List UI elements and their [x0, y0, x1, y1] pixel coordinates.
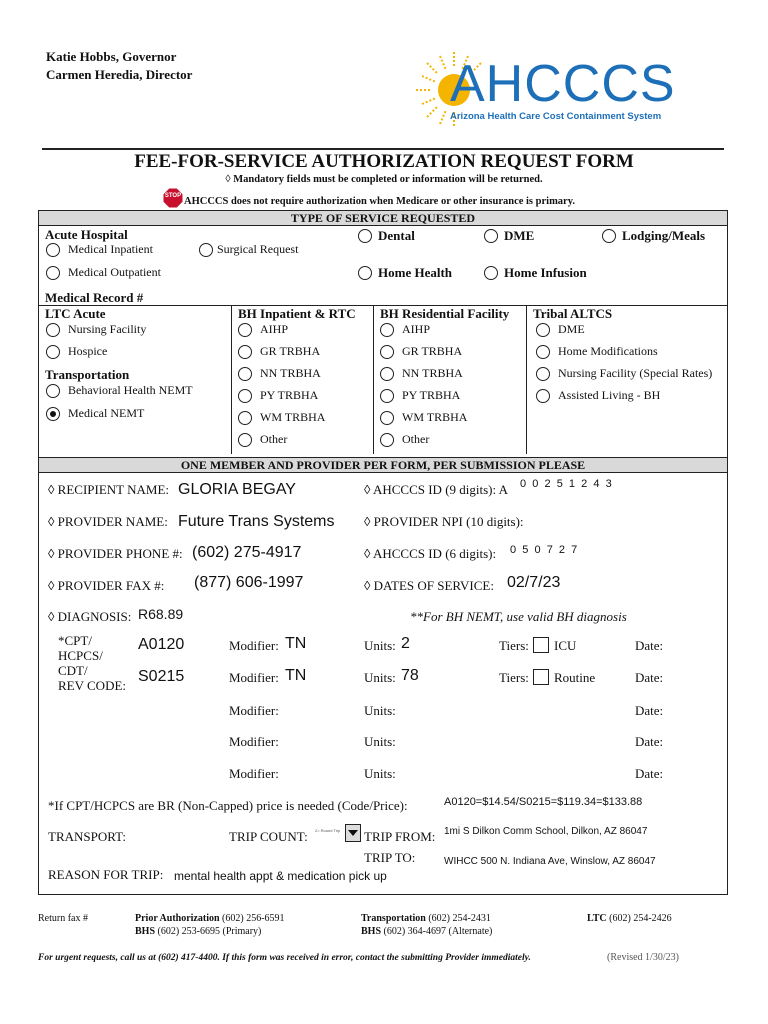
ahcccs-id6-label: ◊ AHCCCS ID (6 digits): [364, 546, 497, 561]
bhs-alt-phone: (602) 364-4697 (Alternate) [383, 926, 493, 937]
dates-of-service-label: ◊ DATES OF SERVICE: [364, 578, 494, 593]
tier-checkbox[interactable] [533, 669, 549, 685]
modifier-label: Modifier: [229, 766, 279, 781]
modifier-label: Modifier: [229, 670, 279, 685]
radio-icon[interactable] [536, 367, 550, 381]
trip-from-value[interactable]: 1mi S Dilkon Comm School, Dilkon, AZ 86047 [444, 826, 648, 837]
trip-count-value: 2= Round Trip [315, 828, 341, 833]
medical-outpatient-option[interactable] [46, 265, 161, 280]
option-label: Dental [378, 228, 415, 243]
provider-npi-label: ◊ PROVIDER NPI (10 digits): [364, 514, 524, 529]
recipient-name-value[interactable]: GLORIA BEGAY [178, 481, 296, 498]
option-label: AIHP [260, 322, 289, 336]
provider-name-label: ◊ PROVIDER NAME: [48, 514, 168, 529]
tier-label: ICU [554, 638, 577, 653]
bh-residential-option-aihp[interactable] [380, 322, 430, 337]
bh-inpatient-option-wm-trbha[interactable] [238, 410, 325, 425]
radio-icon[interactable] [484, 266, 498, 280]
tribal-option-nursing-facility-special-rates[interactable] [536, 366, 712, 381]
date-label: Date: [635, 734, 664, 749]
option-label: Lodging/Meals [622, 228, 706, 243]
option-label: Medical Outpatient [68, 265, 161, 279]
date-label: Date: [635, 766, 664, 781]
option-label: DME [558, 322, 585, 336]
stop-sign-label: STOP [164, 193, 182, 199]
prior-auth-phone: (602) 256-6591 [222, 913, 285, 924]
option-label: NN TRBHA [402, 366, 463, 380]
logo-wordmark: AHCCCS [450, 55, 676, 113]
bh-nemt-option[interactable] [46, 383, 193, 398]
dme-option[interactable] [484, 228, 534, 244]
radio-icon[interactable] [46, 266, 60, 280]
radio-icon[interactable] [46, 384, 60, 398]
tier-label: Routine [554, 670, 596, 685]
bh-residential-option-nn-trbha[interactable] [380, 366, 463, 381]
option-label: Surgical Request [217, 242, 299, 256]
units-value[interactable]: 2 [401, 635, 410, 652]
diagnosis-value[interactable]: R68.89 [138, 606, 184, 622]
bh-inpatient-option-gr-trbha[interactable] [238, 344, 320, 359]
date-label: Date: [635, 638, 664, 653]
radio-icon[interactable] [238, 323, 252, 337]
option-label: PY TRBHA [402, 388, 461, 402]
option-label: Hospice [68, 344, 108, 358]
trip-to-value[interactable]: WIHCC 500 N. Indiana Ave, Winslow, AZ 86047 [444, 856, 656, 867]
cdt-label: CDT/ [58, 663, 88, 678]
radio-icon[interactable] [380, 433, 394, 447]
tiers-label: Tiers: [499, 670, 529, 685]
units-label: Units: [364, 766, 396, 781]
tribal-option-dme[interactable] [536, 322, 585, 337]
option-label: WM TRBHA [402, 410, 468, 424]
radio-icon[interactable] [358, 229, 372, 243]
br-value[interactable]: A0120=$14.54/S0215=$119.34=$133.88 [444, 796, 643, 808]
rev-code-label: REV CODE: [58, 678, 127, 693]
stop-sign-icon [162, 187, 184, 209]
mandatory-note: ◊ Mandatory fields must be completed or information will be returned. [225, 174, 543, 185]
transportation-phone: (602) 254-2431 [428, 913, 491, 924]
ahcccs-id9-label: ◊ AHCCCS ID (9 digits): A [364, 482, 509, 497]
trip-count-label: TRIP COUNT: [229, 829, 308, 844]
br-label: *If CPT/HCPCS are BR (Non-Capped) price is needed (Code/Price): [48, 798, 408, 813]
radio-icon[interactable] [46, 345, 60, 359]
transportation-phone-label: Transportation [361, 913, 426, 924]
revised-date: (Revised 1/30/23) [607, 952, 679, 963]
ahcccs-logo [414, 50, 714, 130]
radio-icon[interactable] [380, 411, 394, 425]
bh-inpatient-option-nn-trbha[interactable] [238, 366, 321, 381]
director-name: Carmen Heredia, Director [46, 67, 193, 82]
reason-value[interactable]: mental health appt & medication pick up [174, 869, 387, 883]
option-label: GR TRBHA [260, 344, 321, 358]
radio-icon[interactable] [484, 229, 498, 243]
medical-record-label: Medical Record # [45, 290, 144, 305]
logo-subtitle: Arizona Health Care Cost Containment System [450, 111, 662, 122]
option-label: GR TRBHA [402, 344, 463, 358]
medical-nemt-option[interactable] [46, 406, 144, 421]
option-label: Nursing Facility [68, 322, 147, 336]
radio-icon[interactable] [536, 345, 550, 359]
hospice-option[interactable] [46, 344, 107, 359]
medicare-note: AHCCCS does not require authorization when Medicare or other insurance is primary. [184, 196, 576, 207]
units-value[interactable]: 78 [401, 667, 419, 684]
option-label: Behavioral Health NEMT [68, 383, 193, 397]
tier-checkbox[interactable] [533, 637, 549, 653]
bhs-alt-label: BHS [361, 926, 382, 937]
provider-name-value[interactable]: Future Trans Systems [178, 513, 335, 530]
bhs-phone: (602) 253-6695 (Primary) [157, 926, 262, 937]
home-health-option[interactable] [358, 265, 452, 281]
date-label: Date: [635, 703, 664, 718]
bh-inpatient-label: BH Inpatient & RTC [238, 306, 356, 321]
member-heading: ONE MEMBER AND PROVIDER PER FORM, PER SUBMISSION PLEASE [38, 457, 728, 473]
ltc-acute-label: LTC Acute [45, 306, 106, 321]
option-label: Home Infusion [504, 265, 587, 280]
service-type-heading: TYPE OF SERVICE REQUESTED [38, 210, 728, 226]
option-label: Medical NEMT [68, 406, 145, 420]
radio-icon[interactable] [238, 433, 252, 447]
provider-phone-label: ◊ PROVIDER PHONE #: [48, 546, 183, 561]
medical-inpatient-option[interactable] [46, 242, 153, 257]
provider-fax-label: ◊ PROVIDER FAX #: [48, 578, 165, 593]
governor-name: Katie Hobbs, Governor [46, 49, 177, 64]
units-label: Units: [364, 638, 396, 653]
dates-of-service-value[interactable]: 02/7/23 [507, 574, 561, 591]
date-label: Date: [635, 670, 664, 685]
reason-label: REASON FOR TRIP: [48, 867, 164, 882]
radio-selected-icon[interactable] [46, 407, 60, 421]
provider-fax-value[interactable]: (877) 606-1997 [194, 574, 304, 591]
ahcccs-id9-value[interactable]: 0 0 2 5 1 2 4 3 [520, 478, 612, 490]
units-label: Units: [364, 670, 396, 685]
surgical-request-option[interactable] [199, 242, 298, 257]
bh-residential-option-other[interactable] [380, 432, 429, 447]
option-label: Home Modifications [558, 344, 658, 358]
radio-icon[interactable] [380, 323, 394, 337]
option-label: DME [504, 228, 535, 243]
option-label: PY TRBHA [260, 388, 319, 402]
modifier-value[interactable]: TN [285, 635, 307, 652]
code-value[interactable]: A0120 [138, 636, 185, 653]
radio-icon[interactable] [238, 367, 252, 381]
units-label: Units: [364, 734, 396, 749]
option-label: WM TRBHA [260, 410, 326, 424]
bh-residential-option-gr-trbha[interactable] [380, 344, 462, 359]
acute-hospital-label: Acute Hospital [45, 227, 128, 242]
cpt-label: *CPT/ [58, 633, 92, 648]
bh-inpatient-option-other[interactable] [238, 432, 287, 447]
radio-icon[interactable] [602, 229, 616, 243]
radio-icon[interactable] [358, 266, 372, 280]
bh-residential-option-py-trbha[interactable] [380, 388, 460, 403]
radio-icon[interactable] [238, 389, 252, 403]
option-label: NN TRBHA [260, 366, 321, 380]
nursing-facility-option[interactable] [46, 322, 146, 337]
bhs-label: BHS [135, 926, 156, 937]
option-label: Other [260, 432, 288, 446]
radio-icon[interactable] [238, 345, 252, 359]
radio-icon[interactable] [380, 367, 394, 381]
radio-icon[interactable] [46, 243, 60, 257]
option-label: AIHP [402, 322, 431, 336]
dropdown-arrow-icon[interactable] [345, 824, 361, 842]
radio-icon[interactable] [536, 389, 550, 403]
transport-label: TRANSPORT: [48, 829, 127, 844]
prior-auth-label: Prior Authorization [135, 913, 220, 924]
tribal-option-home-modifications[interactable] [536, 344, 658, 359]
modifier-value[interactable]: TN [285, 667, 307, 684]
home-infusion-option[interactable] [484, 265, 587, 281]
radio-icon[interactable] [199, 243, 213, 257]
trip-to-label: TRIP TO: [364, 850, 416, 865]
tiers-label: Tiers: [499, 638, 529, 653]
option-label: Medical Inpatient [68, 242, 153, 256]
trip-count-select[interactable] [314, 824, 363, 844]
tribal-altcs-label: Tribal ALTCS [533, 306, 613, 321]
bh-residential-option-wm-trbha[interactable] [380, 410, 467, 425]
code-value[interactable]: S0215 [138, 668, 185, 685]
bh-inpatient-option-py-trbha[interactable] [238, 388, 318, 403]
ahcccs-id6-value[interactable]: 0 5 0 7 2 7 [510, 544, 578, 556]
bh-diagnosis-note: **For BH NEMT, use valid BH diagnosis [410, 609, 627, 624]
modifier-label: Modifier: [229, 734, 279, 749]
option-label: Other [402, 432, 430, 446]
trip-from-label: TRIP FROM: [364, 829, 436, 844]
dental-option[interactable] [358, 228, 415, 244]
option-label: Nursing Facility (Special Rates) [558, 366, 713, 380]
radio-icon[interactable] [238, 411, 252, 425]
form-title: FEE-FOR-SERVICE AUTHORIZATION REQUEST FORM [134, 151, 634, 172]
radio-icon[interactable] [536, 323, 550, 337]
radio-icon[interactable] [380, 389, 394, 403]
return-fax-label: Return fax # [38, 913, 88, 924]
option-label: Assisted Living - BH [558, 388, 661, 402]
diagnosis-label: ◊ DIAGNOSIS: [48, 609, 132, 624]
bh-inpatient-option-aihp[interactable] [238, 322, 288, 337]
option-label: Home Health [378, 265, 453, 280]
ltc-label: LTC [587, 913, 607, 924]
units-label: Units: [364, 703, 396, 718]
transportation-label: Transportation [45, 367, 130, 382]
radio-icon[interactable] [46, 323, 60, 337]
radio-icon[interactable] [380, 345, 394, 359]
ltc-phone: (602) 254-2426 [609, 913, 672, 924]
hcpcs-label: HCPCS/ [58, 648, 103, 663]
bh-residential-label: BH Residential Facility [380, 306, 510, 321]
urgent-note: For urgent requests, call us at (602) 417-4400. If this form was received in error, contact the submitting Provider immediately. [38, 953, 531, 963]
recipient-name-label: ◊ RECIPIENT NAME: [48, 482, 170, 497]
lodging-meals-option[interactable] [602, 228, 705, 244]
tribal-option-assisted-living-bh[interactable] [536, 388, 660, 403]
provider-phone-value[interactable]: (602) 275-4917 [192, 544, 302, 561]
modifier-label: Modifier: [229, 703, 279, 718]
modifier-label: Modifier: [229, 638, 279, 653]
